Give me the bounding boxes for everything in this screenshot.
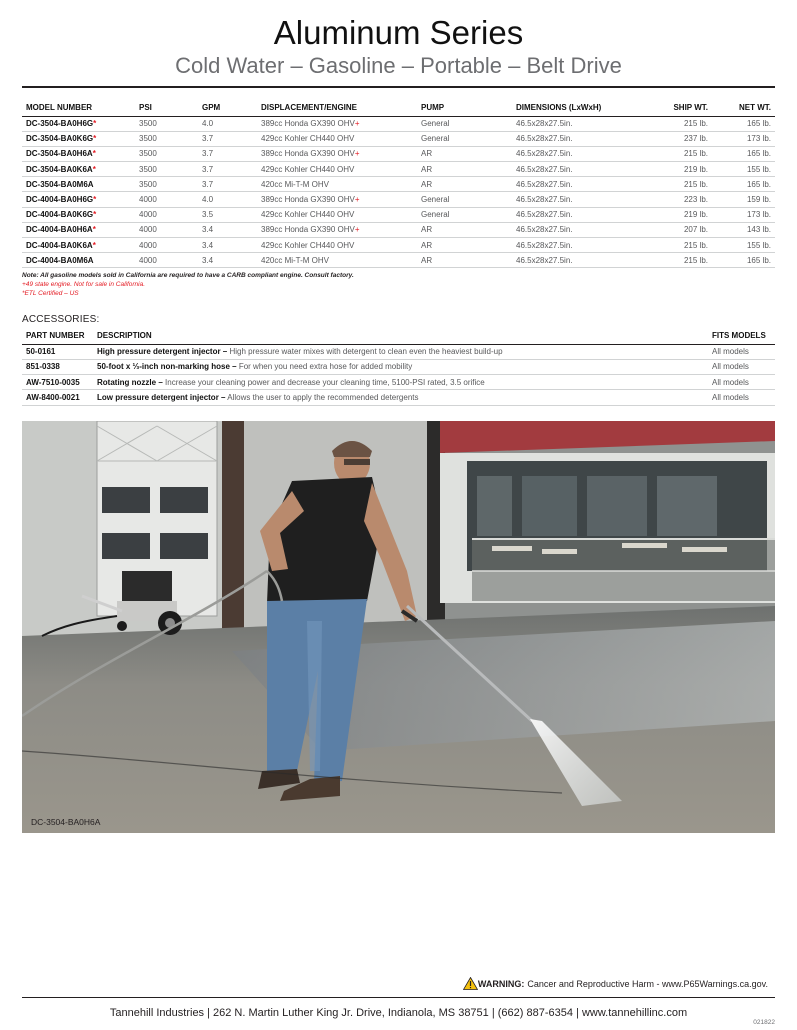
gpm-cell: 3.4 <box>198 222 257 237</box>
gpm-cell: 4.0 <box>198 192 257 207</box>
net-weight-cell: 165 lb. <box>712 177 775 192</box>
ship-weight-cell: 219 lb. <box>634 162 712 177</box>
dimensions-cell: 46.5x28x27.5in. <box>512 177 634 192</box>
page-title: Aluminum Series <box>273 14 524 51</box>
net-weight-cell: 165 lb. <box>712 253 775 268</box>
model-number-cell <box>22 116 135 131</box>
part-number-cell: AW-7510-0035 <box>22 375 93 390</box>
engine-text: 429cc Kohler CH440 OHV <box>261 240 355 250</box>
spec-column-header: SHIP WT. <box>634 99 712 116</box>
spec-column-header: GPM <box>198 99 257 116</box>
net-weight-cell: 173 lb. <box>712 207 775 222</box>
page-subtitle: Cold Water – Gasoline – Portable – Belt Drive <box>175 53 622 78</box>
document-number: 021822 <box>753 1019 775 1026</box>
net-weight-cell: 173 lb. <box>712 131 775 146</box>
product-photo <box>22 421 775 833</box>
model-number-cell <box>22 162 135 177</box>
spec-column-header: DIMENSIONS (LxWxH) <box>512 99 634 116</box>
engine-cell <box>257 253 417 268</box>
net-weight-cell: 165 lb. <box>712 116 775 131</box>
prop65-warning <box>463 977 768 990</box>
net-weight-cell: 143 lb. <box>712 222 775 237</box>
engine-text: 429cc Kohler CH440 OHV <box>261 210 355 220</box>
pump-cell: AR <box>417 162 512 177</box>
etl-mark: * <box>93 134 97 144</box>
psi-cell: 4000 <box>135 238 198 253</box>
model-number-cell <box>22 222 135 237</box>
psi-cell: 3500 <box>135 116 198 131</box>
engine-text: 429cc Kohler CH440 OHV <box>261 164 355 174</box>
spec-table-body <box>22 116 775 268</box>
psi-cell: 3500 <box>135 131 198 146</box>
part-number-cell: AW-8400-0021 <box>22 390 93 405</box>
description-cell <box>93 344 708 359</box>
accessory-name: 50-foot x ⅓-inch non-marking hose – <box>97 362 237 372</box>
part-number-cell: 851-0338 <box>22 359 93 374</box>
description-cell <box>93 375 708 390</box>
model-number: DC-3504-BA0H6G <box>26 119 94 129</box>
accessories-table <box>22 328 775 406</box>
carb-note: Note: All gasoline models sold in California are required to have a CARB compliant engine. Consult factory. <box>22 272 354 279</box>
pump-cell: General <box>417 207 512 222</box>
accessory-row <box>22 375 775 390</box>
spec-row <box>22 177 775 192</box>
accessory-name: Low pressure detergent injector – <box>97 393 226 403</box>
engine-cell <box>257 116 417 131</box>
accessory-description: For when you need extra hose for added mobility <box>238 362 413 372</box>
engine-mark: + <box>354 149 360 159</box>
pressure-washer-scene-image <box>22 421 775 833</box>
model-number: DC-4004-BA0H6G <box>26 195 94 205</box>
fits-models-cell: All models <box>708 390 775 405</box>
spec-row <box>22 146 775 161</box>
ship-weight-cell: 215 lb. <box>634 116 712 131</box>
etl-note: *ETL Certified – US <box>22 290 79 297</box>
fits-models-cell: All models <box>708 359 775 374</box>
warning-text: Cancer and Reproductive Harm - www.P65Warnings.ca.gov. <box>527 978 768 989</box>
spec-column-header: DISPLACEMENT/ENGINE <box>257 99 417 116</box>
engine-text: 389cc Honda GX390 OHV <box>261 119 355 129</box>
engine-text: 389cc Honda GX390 OHV <box>261 195 355 205</box>
etl-mark: * <box>93 210 97 220</box>
accessory-column-header: FITS MODELS <box>708 328 775 344</box>
engine-cell <box>257 131 417 146</box>
dimensions-cell: 46.5x28x27.5in. <box>512 192 634 207</box>
description-cell <box>93 390 708 405</box>
spec-table-header <box>22 99 775 116</box>
model-number-cell <box>22 146 135 161</box>
pump-cell: General <box>417 131 512 146</box>
pump-cell: AR <box>417 253 512 268</box>
pump-cell: AR <box>417 222 512 237</box>
accessory-description: Allows the user to apply the recommended detergents <box>227 393 419 403</box>
model-number: DC-3504-BA0K6G <box>26 134 94 144</box>
dimensions-cell: 46.5x28x27.5in. <box>512 116 634 131</box>
fits-models-cell: All models <box>708 375 775 390</box>
ship-weight-cell: 215 lb. <box>634 146 712 161</box>
engine-text: 420cc Mi-T-M OHV <box>261 179 330 189</box>
spec-row <box>22 116 775 131</box>
ship-weight-cell: 215 lb. <box>634 238 712 253</box>
ship-weight-cell: 215 lb. <box>634 253 712 268</box>
pump-cell: General <box>417 116 512 131</box>
engine-text: 389cc Honda GX390 OHV <box>261 225 355 235</box>
engine-text: 429cc Kohler CH440 OHV <box>261 134 355 144</box>
gpm-cell: 3.4 <box>198 253 257 268</box>
engine-cell <box>257 177 417 192</box>
accessory-name: High pressure detergent injector – <box>97 347 228 357</box>
warning-label: WARNING: <box>477 978 525 989</box>
accessory-description: Increase your cleaning power and decrease your cleaning time, 5100-PSI rated, 3.5 orifice <box>165 377 485 387</box>
engine-mark: + <box>354 119 360 129</box>
dimensions-cell: 46.5x28x27.5in. <box>512 131 634 146</box>
accessory-name: Rotating nozzle – <box>97 377 163 387</box>
spec-column-header: PUMP <box>417 99 512 116</box>
accessory-column-header: PART NUMBER <box>22 328 93 344</box>
spec-column-header: MODEL NUMBER <box>22 99 135 116</box>
pump-cell: AR <box>417 146 512 161</box>
pump-cell: AR <box>417 238 512 253</box>
spec-column-header: NET WT. <box>712 99 775 116</box>
photo-caption: DC-3504-BA0H6A <box>31 817 101 827</box>
engine-49-state-note: +49 state engine. Not for sale in California. <box>22 281 146 288</box>
model-number-cell <box>22 253 135 268</box>
dimensions-cell: 46.5x28x27.5in. <box>512 253 634 268</box>
ship-weight-cell: 223 lb. <box>634 192 712 207</box>
net-weight-cell: 155 lb. <box>712 162 775 177</box>
part-number-cell: 50-0161 <box>22 344 93 359</box>
dimensions-cell: 46.5x28x27.5in. <box>512 207 634 222</box>
model-number: DC-4004-BA0H6A <box>26 225 93 235</box>
gpm-cell: 3.7 <box>198 146 257 161</box>
fits-models-cell: All models <box>708 344 775 359</box>
engine-cell <box>257 238 417 253</box>
accessories-heading: ACCESSORIES: <box>22 314 100 325</box>
gpm-cell: 3.7 <box>198 162 257 177</box>
pump-cell: General <box>417 192 512 207</box>
accessory-column-header: DESCRIPTION <box>93 328 708 344</box>
psi-cell: 4000 <box>135 192 198 207</box>
etl-mark: * <box>92 164 96 174</box>
model-number: DC-4004-BA0M6A <box>26 255 94 265</box>
psi-cell: 3500 <box>135 162 198 177</box>
ship-weight-cell: 219 lb. <box>634 207 712 222</box>
accessories-table-body <box>22 344 775 405</box>
model-number: DC-3504-BA0H6A <box>26 149 93 159</box>
accessory-row <box>22 359 775 374</box>
footer-contact: Tannehill Industries | 262 N. Martin Luther King Jr. Drive, Indianola, MS 38751 | (662) 887-6354 | www.tannehillinc.com <box>109 1007 688 1019</box>
psi-cell: 3500 <box>135 177 198 192</box>
model-number-cell <box>22 177 135 192</box>
etl-mark: * <box>93 119 97 129</box>
etl-mark: * <box>92 240 96 250</box>
model-number-cell <box>22 207 135 222</box>
etl-mark: * <box>92 225 96 235</box>
pump-cell: AR <box>417 177 512 192</box>
spec-row <box>22 162 775 177</box>
spec-row <box>22 238 775 253</box>
psi-cell: 3500 <box>135 146 198 161</box>
engine-cell <box>257 222 417 237</box>
model-number-cell <box>22 238 135 253</box>
spec-notes <box>22 271 354 298</box>
gpm-cell: 4.0 <box>198 116 257 131</box>
net-weight-cell: 155 lb. <box>712 238 775 253</box>
net-weight-cell: 159 lb. <box>712 192 775 207</box>
engine-cell <box>257 192 417 207</box>
model-number: DC-3504-BA0M6A <box>26 179 94 189</box>
model-number: DC-3504-BA0K6A <box>26 164 93 174</box>
model-number-cell <box>22 131 135 146</box>
spec-row <box>22 131 775 146</box>
model-number-cell <box>22 192 135 207</box>
dimensions-cell: 46.5x28x27.5in. <box>512 162 634 177</box>
etl-mark: * <box>92 149 96 159</box>
net-weight-cell: 165 lb. <box>712 146 775 161</box>
engine-mark: + <box>354 195 360 205</box>
warning-triangle-icon <box>463 977 478 990</box>
etl-mark: * <box>93 195 97 205</box>
accessories-table-header <box>22 328 775 344</box>
accessory-row <box>22 390 775 405</box>
description-cell <box>93 359 708 374</box>
spec-row <box>22 192 775 207</box>
spec-row <box>22 207 775 222</box>
engine-cell <box>257 146 417 161</box>
accessory-row <box>22 344 775 359</box>
dimensions-cell: 46.5x28x27.5in. <box>512 222 634 237</box>
engine-cell <box>257 207 417 222</box>
ship-weight-cell: 215 lb. <box>634 177 712 192</box>
model-number: DC-4004-BA0K6A <box>26 240 93 250</box>
engine-text: 389cc Honda GX390 OHV <box>261 149 355 159</box>
gpm-cell: 3.4 <box>198 238 257 253</box>
ship-weight-cell: 207 lb. <box>634 222 712 237</box>
psi-cell: 4000 <box>135 253 198 268</box>
psi-cell: 4000 <box>135 222 198 237</box>
header-divider <box>22 86 775 88</box>
spec-table <box>22 99 775 268</box>
spec-column-header: PSI <box>135 99 198 116</box>
engine-mark: + <box>354 225 360 235</box>
dimensions-cell: 46.5x28x27.5in. <box>512 238 634 253</box>
gpm-cell: 3.5 <box>198 207 257 222</box>
engine-text: 420cc Mi-T-M OHV <box>261 255 330 265</box>
ship-weight-cell: 237 lb. <box>634 131 712 146</box>
footer-divider <box>22 997 775 998</box>
model-number: DC-4004-BA0K6G <box>26 210 94 220</box>
gpm-cell: 3.7 <box>198 131 257 146</box>
gpm-cell: 3.7 <box>198 177 257 192</box>
spec-row <box>22 222 775 237</box>
accessory-description: High pressure water mixes with detergent to clean even the heaviest build-up <box>229 347 503 357</box>
engine-cell <box>257 162 417 177</box>
spec-row <box>22 253 775 268</box>
dimensions-cell: 46.5x28x27.5in. <box>512 146 634 161</box>
psi-cell: 4000 <box>135 207 198 222</box>
